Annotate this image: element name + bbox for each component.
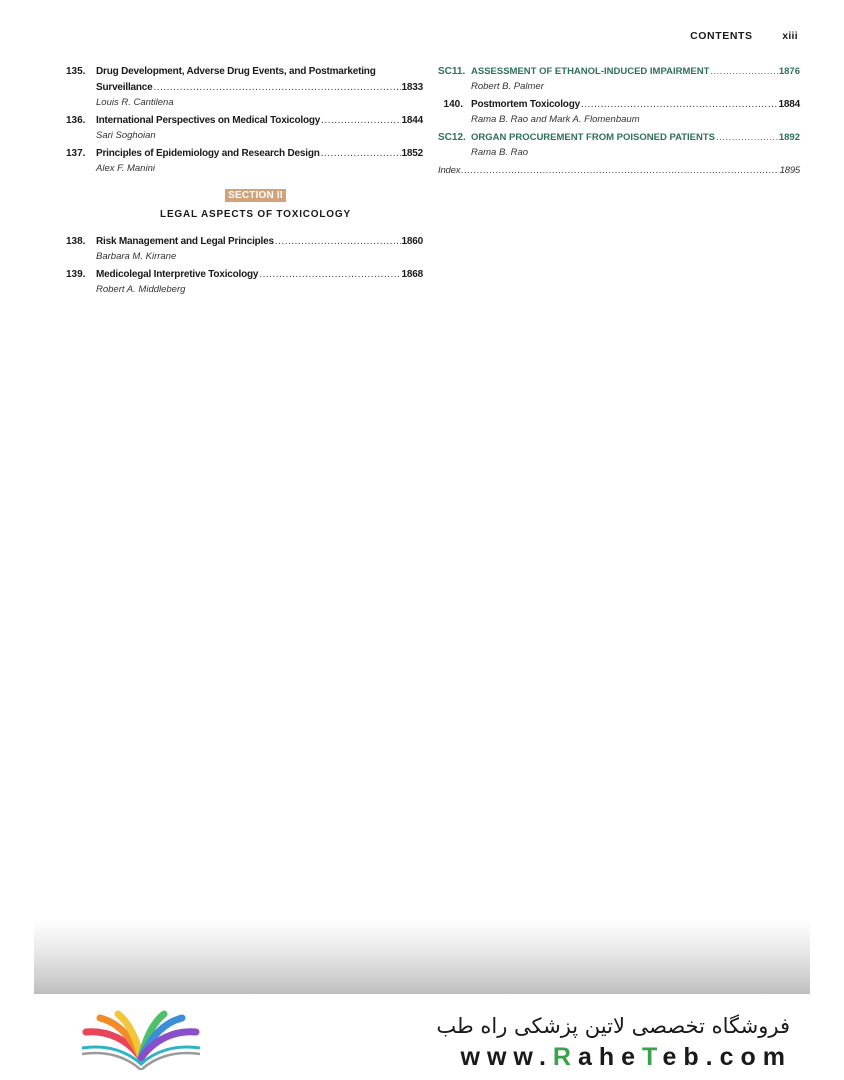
dot-leader	[710, 64, 777, 80]
scan-shadow	[34, 918, 810, 994]
chapter-author: Rama B. Rao and Mark A. Flomenbaum	[471, 114, 640, 125]
chapter-number: 136.	[66, 115, 86, 126]
index-page-number: 1895	[779, 165, 800, 176]
website-mid-1: ahe	[577, 1043, 643, 1071]
chapter-number: SC12.	[438, 132, 466, 143]
chapter-title: International Perspectives on Medical Toxicology	[96, 115, 321, 126]
chapter-title-row	[96, 146, 423, 162]
chapter-author: Barbara M. Kirrane	[96, 251, 177, 262]
chapter-author: Louis R. Cantilena	[96, 97, 174, 108]
page-number: 1860	[401, 236, 423, 247]
toc-entry[interactable]	[66, 267, 423, 296]
store-website[interactable]	[461, 1043, 792, 1072]
section-title: LEGAL ASPECTS OF TOXICOLOGY	[160, 209, 351, 220]
index-label: Index	[438, 165, 461, 176]
page-number: 1844	[401, 115, 423, 126]
toc-entry[interactable]	[66, 113, 423, 142]
section-badge: SECTION II	[225, 189, 286, 202]
special-chapter-entry[interactable]	[438, 130, 800, 159]
header-page-number: xiii	[782, 30, 798, 42]
chapter-number: 140.	[443, 99, 463, 110]
page-number: 1852	[401, 148, 423, 159]
toc-entry[interactable]	[438, 97, 800, 126]
header-title: CONTENTS	[690, 30, 753, 42]
page-number: 1884	[778, 99, 800, 110]
chapter-title-line: Drug Development, Adverse Drug Events, and Postmarketing	[96, 66, 376, 77]
website-prefix: www.	[460, 1043, 553, 1071]
chapter-number: 137.	[66, 148, 86, 159]
chapter-author: Robert B. Palmer	[471, 81, 544, 92]
chapter-title: Medicolegal Interpretive Toxicology	[96, 269, 259, 280]
toc-entry[interactable]	[66, 234, 423, 263]
page-number: 1876	[778, 66, 800, 77]
page-header	[690, 30, 798, 42]
chapter-title-row	[471, 64, 800, 80]
website-letter-r: R	[552, 1043, 578, 1071]
chapter-title: ORGAN PROCUREMENT FROM POISONED PATIENTS	[471, 132, 716, 143]
right-column	[438, 64, 800, 183]
website-letter-t: T	[642, 1043, 663, 1071]
chapter-title-row	[96, 234, 423, 250]
store-name-persian: فروشگاه تخصصی لاتین پزشکی راه طب	[436, 1014, 790, 1038]
dot-leader	[321, 113, 400, 129]
chapter-author: Sari Soghoian	[96, 130, 156, 141]
chapter-author: Rama B. Rao	[471, 147, 529, 158]
page-number: 1868	[401, 269, 423, 280]
dot-leader	[275, 234, 401, 250]
chapter-title: ASSESSMENT OF ETHANOL-INDUCED IMPAIRMENT	[471, 66, 710, 77]
chapter-author: Robert A. Middleberg	[96, 284, 186, 295]
index-entry[interactable]	[438, 163, 800, 179]
chapter-title-row	[471, 97, 800, 113]
toc-entry[interactable]	[66, 64, 423, 109]
dot-leader	[716, 130, 778, 146]
dot-leader	[461, 163, 778, 179]
chapter-title: Postmortem Toxicology	[471, 99, 580, 110]
chapter-title: Principles of Epidemiology and Research Design	[96, 148, 320, 159]
chapter-number: 135.	[66, 66, 86, 77]
dot-leader	[154, 80, 401, 96]
chapter-title-row	[96, 80, 423, 96]
index-row	[438, 163, 800, 179]
chapter-title: Risk Management and Legal Principles	[96, 236, 274, 247]
chapter-number: 139.	[66, 269, 86, 280]
chapter-author: Alex F. Manini	[96, 163, 155, 174]
left-column	[66, 64, 423, 300]
chapter-number: SC11.	[438, 66, 466, 77]
section-heading	[66, 185, 423, 220]
chapter-title: Surveillance	[96, 82, 153, 93]
page-number: 1892	[778, 132, 800, 143]
website-mid-2: eb.com	[662, 1043, 792, 1071]
special-chapter-entry[interactable]	[438, 64, 800, 93]
open-book-logo-icon	[78, 1010, 204, 1070]
chapter-title-row	[471, 130, 800, 146]
dot-leader	[259, 267, 400, 283]
page-number: 1833	[401, 82, 423, 93]
chapter-title-row	[96, 267, 423, 283]
chapter-title-row	[96, 113, 423, 129]
chapter-number: 138.	[66, 236, 86, 247]
dot-leader	[321, 146, 401, 162]
dot-leader	[581, 97, 778, 113]
toc-entry[interactable]	[66, 146, 423, 175]
